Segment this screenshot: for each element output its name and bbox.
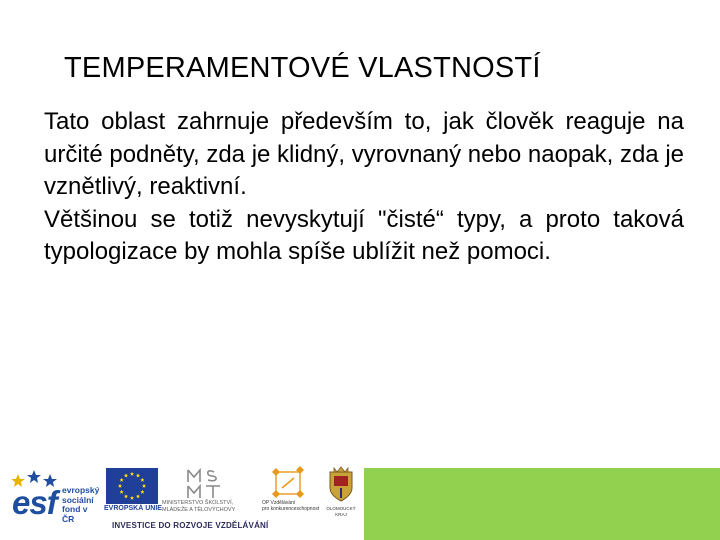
slide-body [44,106,684,269]
esf-logo [12,470,102,524]
op-logo [262,466,322,518]
msmt-mark-icon [184,466,234,500]
olomouc-line-2: KRAJ [335,511,347,517]
esf-line-3: fond v ČR [62,504,88,524]
op-mark-icon [268,466,314,498]
msmt-line-1: MINISTERSTVO ŠKOLSTVÍ, [162,500,234,506]
olomouc-line-1: OLOMOUCKÝ [326,506,356,511]
esf-line-2: sociální [62,494,94,505]
olomouc-label [322,506,360,517]
eu-label: EVROPSKÁ UNIE [104,505,162,512]
olomouc-crest-logo [322,466,362,520]
investice-tagline: INVESTICE DO ROZVOJE VZDĚLÁVÁNÍ [112,521,269,530]
body-paragraph-1: Tato oblast zahrnuje především to, jak člověk reaguje na určité podněty, zda je klidný, vyrovnaný nebo naopak, zda je vznětlivý, reaktivní. [44,108,684,200]
footer-green-strip [364,468,720,540]
esf-letters: esf [12,484,57,521]
msmt-logo [162,466,258,518]
slide-title: TEMPERAMENTOVÉ VLASTNOSTÍ [64,52,541,85]
op-line-2: pro konkurenceschopnost [262,506,320,512]
crest-icon [328,466,354,502]
esf-line-1: evropský [62,485,100,495]
msmt-line-2: MLÁDEŽE A TĚLOVÝCHOVY [162,506,236,513]
msmt-label [162,500,235,513]
esf-text [62,486,102,524]
op-line-1: OP Vzdělávání [262,500,296,506]
body-paragraph-2: Většinou se totiž nevyskytují "čisté“ typy, a proto taková typologizace by mohla spíše ublížit než pomoci. [44,205,684,265]
eu-logo [106,468,160,518]
op-label [262,500,319,512]
eu-flag-icon [106,468,158,504]
